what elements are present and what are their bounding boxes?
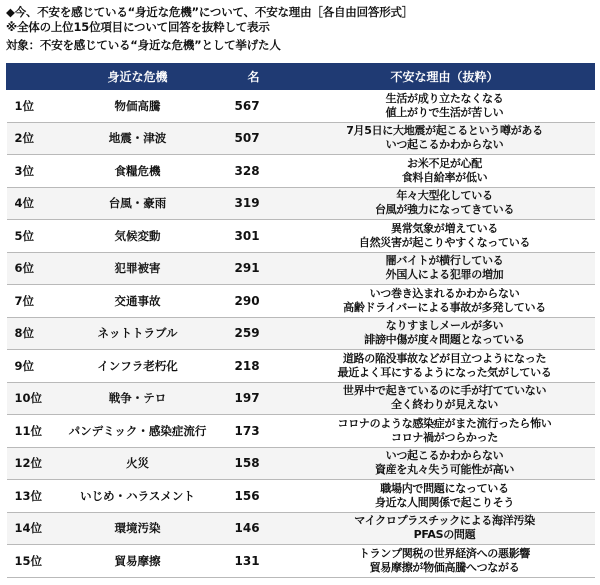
table-row bbox=[7, 122, 595, 155]
item-cell: 貿易摩擦 bbox=[63, 545, 213, 578]
count-cell: 259 bbox=[213, 317, 295, 350]
reason-cell bbox=[295, 187, 595, 220]
count-cell: 218 bbox=[213, 350, 295, 383]
count-cell: 197 bbox=[213, 382, 295, 415]
table-row bbox=[7, 220, 595, 253]
rank-cell: 14位 bbox=[7, 512, 63, 545]
reason-cell bbox=[295, 415, 595, 448]
reason-line-1: 7月5日に大地震が起こるという噂がある bbox=[346, 124, 543, 138]
item-cell: いじめ・ハラスメント bbox=[63, 480, 213, 513]
reason-line-2: 全く終わりが見えない bbox=[391, 398, 498, 412]
item-cell: 台風・豪雨 bbox=[63, 187, 213, 220]
reason-cell bbox=[295, 317, 595, 350]
item-cell: 戦争・テロ bbox=[63, 382, 213, 415]
reason-line-1: コロナのような感染症がまた流行ったら怖い bbox=[337, 416, 552, 430]
reason-cell bbox=[295, 90, 595, 123]
rank-cell: 15位 bbox=[7, 545, 63, 578]
col-header-rank bbox=[7, 64, 63, 90]
table-row bbox=[7, 480, 595, 513]
reason-line-2: 高齢ドライバーによる事故が多発している bbox=[343, 300, 546, 314]
count-cell: 156 bbox=[213, 480, 295, 513]
item-cell: 火災 bbox=[63, 447, 213, 480]
count-cell: 131 bbox=[213, 545, 295, 578]
reason-line-2: 資産を丸々失う可能性が高い bbox=[374, 463, 515, 477]
table-row bbox=[7, 545, 595, 578]
header-title: ◆今、不安を感じている“身近な危機”について、不安な理由［各自由回答形式］ bbox=[6, 5, 414, 19]
reason-line-2: 台風が強力になってきている bbox=[374, 203, 515, 217]
reason-line-2: 最近よく耳にするようになった気がしている bbox=[337, 365, 552, 379]
reason-line-1: なりすましメールが多い bbox=[385, 319, 504, 333]
rank-cell: 9位 bbox=[7, 350, 63, 383]
reason-cell bbox=[295, 350, 595, 383]
item-cell: ネットトラブル bbox=[63, 317, 213, 350]
reason-line-2: コロナ禍がつらかった bbox=[391, 430, 498, 444]
reason-line-1: トランプ関税の世界経済への悪影響 bbox=[358, 546, 531, 560]
count-cell: 301 bbox=[213, 220, 295, 253]
rank-cell: 4位 bbox=[7, 187, 63, 220]
rank-cell: 11位 bbox=[7, 415, 63, 448]
count-cell: 291 bbox=[213, 252, 295, 285]
reason-line-2: 外国人による犯罪の増加 bbox=[385, 268, 504, 282]
item-cell: 地震・津波 bbox=[63, 122, 213, 155]
reason-cell bbox=[295, 447, 595, 480]
reason-line-2: 身近な人間関係で起こりそう bbox=[374, 495, 515, 509]
rank-cell: 1位 bbox=[7, 90, 63, 123]
reason-line-1: 闇バイトが横行している bbox=[385, 254, 504, 268]
item-cell: 交通事故 bbox=[63, 285, 213, 318]
reason-cell bbox=[295, 122, 595, 155]
rank-cell: 6位 bbox=[7, 252, 63, 285]
reason-line-1: 世界中で起きているのに手が打てていない bbox=[342, 384, 547, 398]
reason-line-2: PFASの問題 bbox=[413, 528, 476, 542]
rank-cell: 13位 bbox=[7, 480, 63, 513]
table-row bbox=[7, 382, 595, 415]
reason-cell bbox=[295, 480, 595, 513]
rank-cell: 2位 bbox=[7, 122, 63, 155]
rank-cell: 5位 bbox=[7, 220, 63, 253]
reason-line-1: 異常気象が増えている bbox=[391, 221, 498, 235]
rank-cell: 3位 bbox=[7, 155, 63, 188]
reason-cell bbox=[295, 545, 595, 578]
table-header-row bbox=[7, 64, 595, 90]
header-target: 対象：不安を感じている“身近な危機”として挙げた人 bbox=[6, 38, 281, 52]
item-cell: 物価高騰 bbox=[63, 90, 213, 123]
reason-cell bbox=[295, 512, 595, 545]
table-row bbox=[7, 187, 595, 220]
table-row bbox=[7, 252, 595, 285]
reason-line-1: 生活が成り立たなくなる bbox=[385, 91, 504, 105]
count-cell: 290 bbox=[213, 285, 295, 318]
table-row bbox=[7, 155, 595, 188]
rank-cell: 7位 bbox=[7, 285, 63, 318]
rank-cell: 12位 bbox=[7, 447, 63, 480]
reason-line-1: マイクロプラスチックによる海洋汚染 bbox=[354, 514, 535, 528]
reason-cell bbox=[295, 382, 595, 415]
reason-line-1: いつ起こるかわからない bbox=[385, 449, 504, 463]
reason-line-2: 誹謗中傷が度々問題となっている bbox=[364, 333, 525, 347]
reason-cell bbox=[295, 252, 595, 285]
table-row bbox=[7, 285, 595, 318]
rank-cell: 8位 bbox=[7, 317, 63, 350]
count-cell: 158 bbox=[213, 447, 295, 480]
item-cell: 食糧危機 bbox=[63, 155, 213, 188]
table-row bbox=[7, 447, 595, 480]
reason-cell bbox=[295, 220, 595, 253]
table-row bbox=[7, 350, 595, 383]
table-row bbox=[7, 415, 595, 448]
count-cell: 507 bbox=[213, 122, 295, 155]
reason-line-2: いつ起こるかわからない bbox=[385, 138, 504, 152]
header-note: ※全体の上位15位項目について回答を抜粋して表示 bbox=[6, 20, 270, 34]
item-cell: 環境汚染 bbox=[63, 512, 213, 545]
count-cell: 173 bbox=[213, 415, 295, 448]
risk-table bbox=[6, 63, 595, 578]
reason-line-1: いつ巻き込まれるかわからない bbox=[369, 286, 520, 300]
count-cell: 146 bbox=[213, 512, 295, 545]
reason-line-1: 道路の陥没事故などが目立つようになった bbox=[342, 351, 547, 365]
table-row bbox=[7, 90, 595, 123]
reason-line-2: 自然災害が起こりやすくなっている bbox=[358, 235, 531, 249]
count-cell: 328 bbox=[213, 155, 295, 188]
reason-line-1: 職場内で問題になっている bbox=[380, 481, 509, 495]
item-cell: 気候変動 bbox=[63, 220, 213, 253]
col-header-count: 名 bbox=[213, 64, 295, 90]
reason-cell bbox=[295, 155, 595, 188]
reason-line-1: 年々大型化している bbox=[396, 189, 493, 203]
table-row bbox=[7, 512, 595, 545]
count-cell: 319 bbox=[213, 187, 295, 220]
rank-cell: 10位 bbox=[7, 382, 63, 415]
item-cell: パンデミック・感染症流行 bbox=[63, 415, 213, 448]
count-cell: 567 bbox=[213, 90, 295, 123]
col-header-reason: 不安な理由（抜粋） bbox=[295, 64, 595, 90]
reason-line-2: 食料自給率が低い bbox=[401, 170, 488, 184]
table-row bbox=[7, 317, 595, 350]
item-cell: インフラ老朽化 bbox=[63, 350, 213, 383]
reason-line-2: 値上がりで生活が苦しい bbox=[385, 105, 504, 119]
reason-cell bbox=[295, 285, 595, 318]
reason-line-1: お米不足が心配 bbox=[407, 156, 482, 170]
table-body bbox=[7, 90, 595, 578]
item-cell: 犯罪被害 bbox=[63, 252, 213, 285]
reason-line-2: 貿易摩擦が物価高騰へつながる bbox=[369, 560, 520, 574]
col-header-item: 身近な危機 bbox=[63, 64, 213, 90]
